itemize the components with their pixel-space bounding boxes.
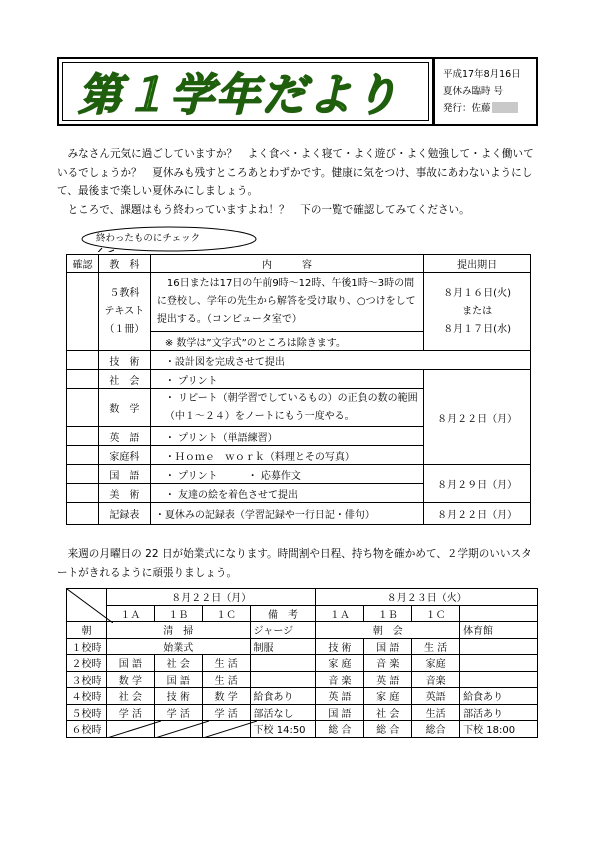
content-cell: ・設計図を完成させて提出	[150, 351, 530, 370]
issue-number: 夏休み臨時 号	[443, 86, 504, 97]
subject-slot: 家庭	[412, 655, 460, 672]
subject-slot: 数 学	[106, 671, 154, 688]
subject-cell: 技 術	[98, 351, 150, 370]
subject-slot: 技 術	[154, 688, 202, 705]
due-cell: ８月２９日（月）	[424, 465, 531, 503]
subject-slot: 生 活	[202, 671, 250, 688]
subject-slot: 英語	[412, 688, 460, 705]
content-cell: ・Ｈｏｍｅ ｗｏｒｋ（料理とその写真）	[150, 446, 423, 465]
class-header: １Ｂ	[364, 605, 412, 622]
subject-slot: 生 活	[412, 638, 460, 655]
remarks-note: 部活なし	[250, 704, 316, 721]
subject-slot: 数 学	[202, 688, 250, 705]
subject-cell: 社 会	[98, 370, 150, 389]
remarks-note	[460, 671, 538, 688]
subject-cell: 記録表	[98, 503, 150, 525]
check-box[interactable]	[67, 427, 99, 446]
content-cell: ・ プリント	[150, 370, 423, 389]
subject-slot: 技 術	[316, 638, 364, 655]
period-label: １校時	[67, 638, 107, 655]
subject-cell: 美 術	[98, 484, 150, 503]
blank-header	[460, 605, 538, 622]
class-header: １Ｃ	[412, 605, 460, 622]
subject-slot: 総 合	[316, 721, 364, 738]
subject-slot: 学 活	[106, 704, 154, 721]
remarks-note: 制服	[250, 638, 316, 655]
diagonal-line	[203, 721, 257, 738]
check-box[interactable]	[67, 446, 99, 465]
morning-activity: 清 掃	[106, 622, 250, 639]
remarks-header: 備 考	[250, 605, 316, 622]
corner-cell	[67, 589, 107, 622]
remarks-note	[460, 638, 538, 655]
remarks-note: 給食あり	[460, 688, 538, 705]
empty-slot	[202, 721, 250, 738]
subject-slot: 生活	[412, 704, 460, 721]
check-box[interactable]	[67, 370, 99, 389]
issue-info	[434, 57, 538, 126]
bubble-label: 終わったものにチェック	[96, 233, 201, 244]
content-cell: 16日または17日の午前9時～12時、午後1時～3時の間に登校し、学年の先生から解答を受け取り、○つけをして提出する。（コンピュータ室で）	[150, 273, 423, 332]
due-cell: ８月２２日（月）	[424, 503, 531, 525]
remarks-note	[250, 671, 316, 688]
period-label: ３校時	[67, 671, 107, 688]
class-header: １Ｂ	[154, 605, 202, 622]
due-cell: ８月２２日（月）	[424, 370, 531, 465]
check-box[interactable]	[67, 465, 99, 484]
empty-slot	[154, 721, 202, 738]
content-cell: ・ 友達の絵を着色させて提出	[150, 484, 423, 503]
col-header-due: 提出期日	[424, 255, 531, 273]
col-header-check: 確認	[67, 255, 99, 273]
day1-header: ８月２２日（月）	[106, 589, 316, 606]
subject-cell: 英 語	[98, 427, 150, 446]
subject-slot: 音 楽	[364, 655, 412, 672]
subject-slot: 生 活	[202, 655, 250, 672]
check-box[interactable]	[67, 389, 99, 427]
remarks-note: 体育館	[460, 622, 538, 639]
subject-slot: 国 語	[364, 638, 412, 655]
day2-header: ８月２３日（火）	[316, 589, 538, 606]
diagonal-line	[67, 589, 113, 623]
subject-slot: 英 語	[316, 688, 364, 705]
subject-slot: 家 庭	[364, 688, 412, 705]
title-banner	[62, 62, 430, 122]
period-label: ６校時	[67, 721, 107, 738]
remarks-note	[460, 655, 538, 672]
morning-activity: 朝 会	[316, 622, 460, 639]
remarks-note: 給食あり	[250, 688, 316, 705]
subject-slot: 国 語	[106, 655, 154, 672]
col-header-content: 内 容	[150, 255, 423, 273]
remarks-note: 下校 14:50	[250, 721, 316, 738]
publisher-name: 発行：佐藤	[443, 103, 491, 114]
period-label: ４校時	[67, 688, 107, 705]
assignment-table	[66, 254, 531, 525]
ceremony-cell: 始業式	[106, 638, 250, 655]
redacted-name	[492, 102, 518, 113]
content-cell: ・ プリント ・ 応募作文	[150, 465, 423, 484]
subject-cell: ５教科 テキスト （１冊）	[98, 273, 150, 351]
check-box[interactable]	[67, 351, 99, 370]
notice-paragraph: 来週の月曜日の 22 日が始業式になります。時間割や日程、持ち物を確かめて、２学期のいいスタートがきれるように頑張りましょう。	[57, 548, 532, 579]
intro-paragraph: ところで、課題はもう終わっていますよね！？ 下の一覧で確認してみてください。	[57, 203, 470, 216]
empty-slot	[106, 721, 154, 738]
issue-date: 平成17年8月16日	[443, 69, 521, 80]
intro-text	[57, 145, 542, 219]
notice-text	[57, 545, 542, 583]
subject-cell: 数 学	[98, 389, 150, 427]
diagonal-line	[107, 721, 161, 738]
col-header-subject: 教 科	[98, 255, 150, 273]
subject-slot: 総 合	[364, 721, 412, 738]
diagonal-line	[155, 721, 209, 738]
page-title: 第１学年だより	[78, 70, 400, 121]
publisher	[443, 100, 536, 117]
check-box[interactable]	[67, 484, 99, 503]
period-label: ２校時	[67, 655, 107, 672]
check-box[interactable]	[67, 503, 99, 525]
remarks-note: 部活あり	[460, 704, 538, 721]
subject-slot: 国 語	[154, 671, 202, 688]
content-cell: ・ リピート（朝学習でしているもの）の正負の数の範囲（中１～２４）をノートにもう一度やる。	[150, 389, 423, 427]
remarks-note: ジャージ	[250, 622, 316, 639]
subject-slot: 社 会	[106, 688, 154, 705]
content-cell: ・夏休みの記録表（学習記録や一行日記・俳句）	[150, 503, 423, 525]
period-label: 朝	[67, 622, 107, 639]
subject-slot: 音楽	[412, 671, 460, 688]
subject-slot: 学 活	[202, 704, 250, 721]
remarks-note: 下校 18:00	[460, 721, 538, 738]
class-header: １Ａ	[316, 605, 364, 622]
remarks-note	[250, 655, 316, 672]
subject-slot: 社 会	[364, 704, 412, 721]
subject-slot: 総合	[412, 721, 460, 738]
subject-slot: 国 語	[316, 704, 364, 721]
class-header: １Ｃ	[202, 605, 250, 622]
subject-slot: 社 会	[154, 655, 202, 672]
subject-slot: 英 語	[364, 671, 412, 688]
subject-cell: 家庭科	[98, 446, 150, 465]
subject-slot: 音 楽	[316, 671, 364, 688]
content-cell: ・ プリント（単語練習）	[150, 427, 423, 446]
subject-slot: 学 活	[154, 704, 202, 721]
due-cell: ８月１６日(火) または ８月１７日(水)	[424, 273, 531, 351]
schedule-table	[66, 588, 538, 738]
subject-cell: 国 語	[98, 465, 150, 484]
subject-slot: 家 庭	[316, 655, 364, 672]
note-cell: ※ 数学は”文字式”のところは除きます。	[150, 332, 423, 351]
check-box[interactable]	[67, 273, 99, 351]
class-header: １Ａ	[106, 605, 154, 622]
intro-paragraph: みなさん元気に過ごしていますか？ よく食べ・よく寝て・よく遊び・よく勉強して・よく働いているでしょうか？ 夏休みも残すところあとわずかです。健康に気をつけ、事故にあわないようにして、最後まで楽しい夏休みにしましょう。	[57, 148, 534, 197]
period-label: ５校時	[67, 704, 107, 721]
